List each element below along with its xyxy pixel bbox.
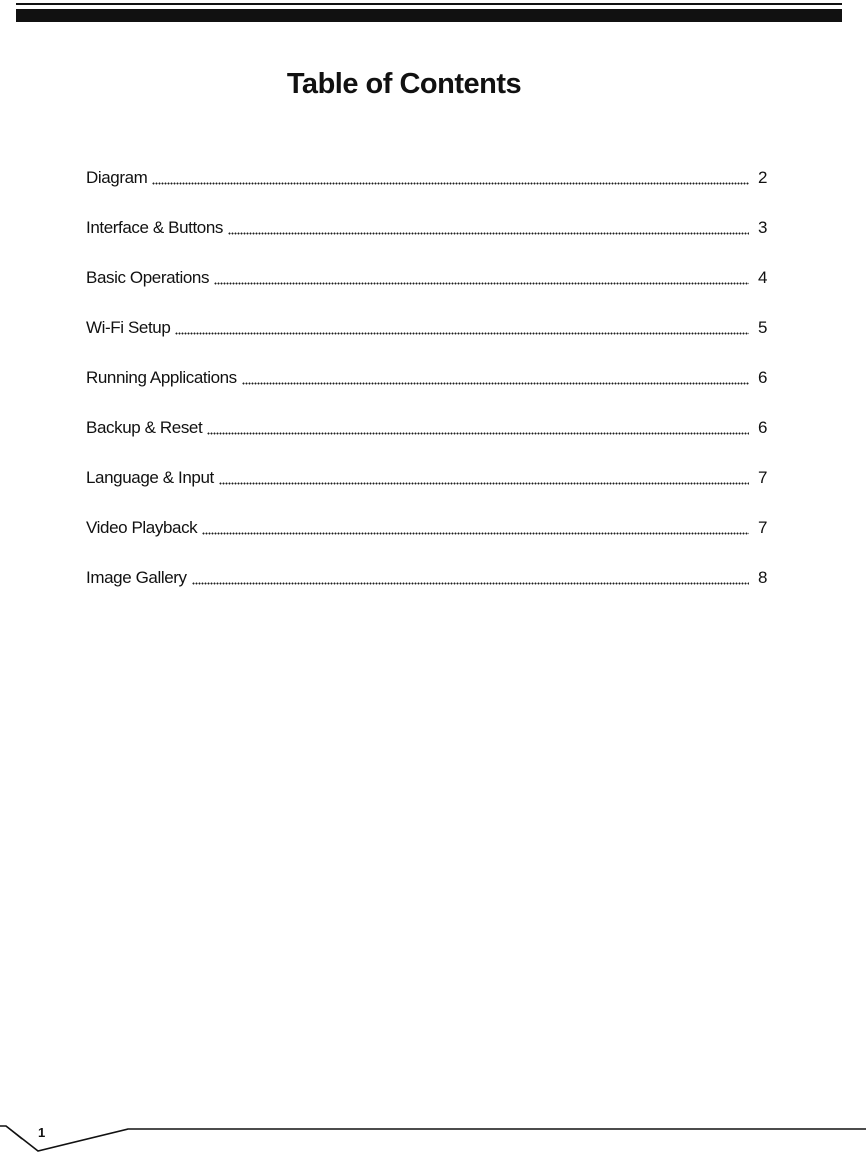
toc-entry-language-input[interactable] xyxy=(86,447,767,497)
toc-entry-wifi-setup[interactable] xyxy=(86,297,767,347)
toc-entry-page: 6 xyxy=(757,418,767,437)
dot-leader xyxy=(175,332,749,335)
toc-entry-label: Interface & Buttons xyxy=(86,218,223,237)
toc-entry-running-applications[interactable] xyxy=(86,347,767,397)
toc-entry-label: Running Applications xyxy=(86,368,237,387)
toc-entry-page: 4 xyxy=(757,268,767,287)
toc-entry-page: 7 xyxy=(757,468,767,487)
toc-entry-page: 7 xyxy=(757,518,767,537)
header-rule-thin xyxy=(16,3,842,5)
toc-entry-label: Video Playback xyxy=(86,518,198,537)
toc-entry-label: Backup & Reset xyxy=(86,418,203,437)
toc-entry-label: Diagram xyxy=(86,168,148,187)
toc-entry-video-playback[interactable] xyxy=(86,497,767,547)
page-number: 1 xyxy=(38,1125,46,1140)
page-title: Table of Contents xyxy=(286,68,522,100)
toc-entry-backup-reset[interactable] xyxy=(86,397,767,447)
toc-entry-page: 5 xyxy=(757,318,767,337)
footer-tab-line xyxy=(0,1118,866,1154)
dot-leader xyxy=(192,582,749,585)
toc-entry-label: Basic Operations xyxy=(86,268,210,287)
dot-leader xyxy=(152,182,749,185)
toc-entry-page: 3 xyxy=(757,218,767,237)
dot-leader xyxy=(207,432,749,435)
toc-entry-page: 6 xyxy=(757,368,767,387)
toc-entry-label: Wi-Fi Setup xyxy=(86,318,171,337)
toc-entry-diagram[interactable] xyxy=(86,147,767,197)
toc-entry-basic-operations[interactable] xyxy=(86,247,767,297)
dot-leader xyxy=(242,382,749,385)
toc-entry-image-gallery[interactable] xyxy=(86,547,767,597)
dot-leader xyxy=(228,232,749,235)
toc-entry-page: 2 xyxy=(757,168,767,187)
toc-entry-label: Image Gallery xyxy=(86,568,187,587)
toc-entry-page: 8 xyxy=(757,568,767,587)
dot-leader xyxy=(214,282,749,285)
header-rule-thick xyxy=(16,9,842,22)
toc-entry-interface-buttons[interactable] xyxy=(86,197,767,247)
toc-entry-label: Language & Input xyxy=(86,468,214,487)
dot-leader xyxy=(219,482,749,485)
table-of-contents xyxy=(86,147,767,597)
dot-leader xyxy=(202,532,749,535)
